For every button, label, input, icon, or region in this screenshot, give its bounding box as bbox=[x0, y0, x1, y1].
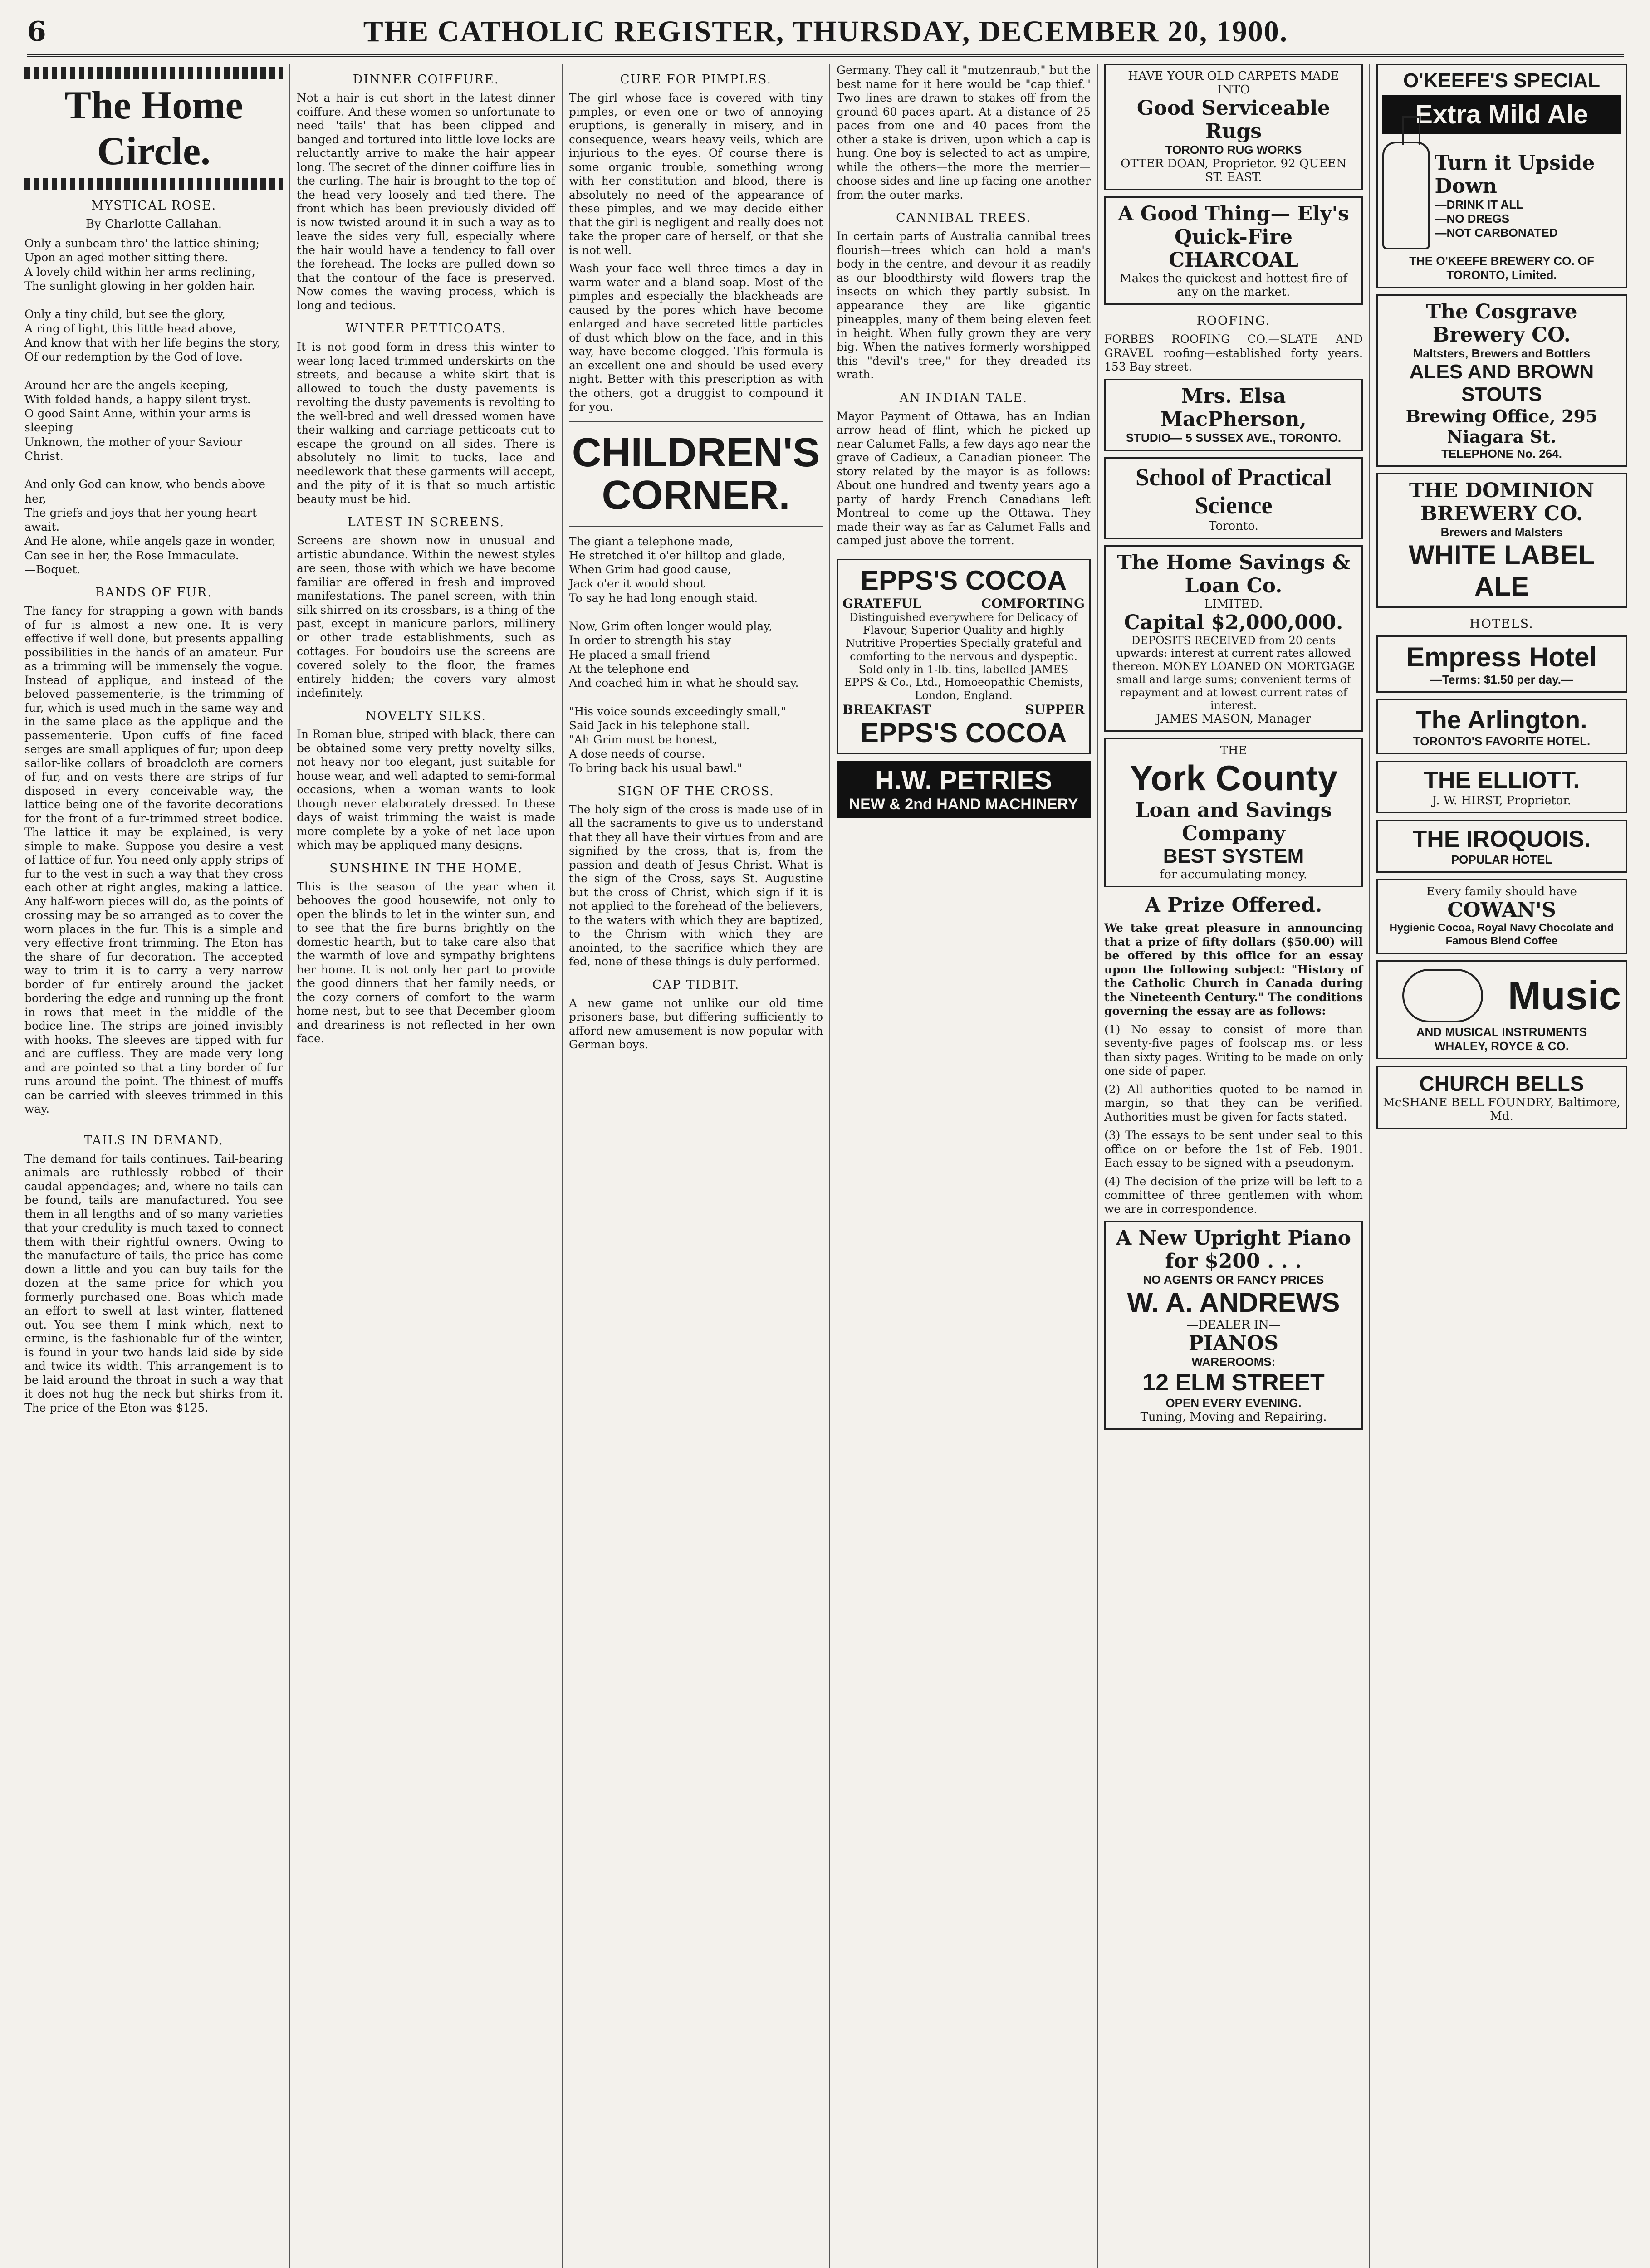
columns bbox=[18, 64, 1633, 2268]
article-text: This is the season of the year when it behooves the good housewife, not only to open the blinds to let in the winter sun, and to see that the fire burns brightly on the domestic hearth, but to take care also that the warmth of love and sympathy brightens her home. It is not only her part to provide the good dinners that her family needs, or the cozy corners of comfort to the warm home nest, but to see that December gloom and dreariness is not reflected in her own face. bbox=[297, 880, 555, 1045]
ad-title: Capital $2,000,000. bbox=[1124, 611, 1343, 634]
ad-title: A Good Thing— Ely's Quick-Fire CHARCOAL bbox=[1118, 202, 1349, 272]
piano-ad bbox=[1104, 1221, 1363, 1430]
ad-text: Every family should have bbox=[1426, 885, 1577, 899]
ad-title: W. A. ANDREWS bbox=[1127, 1287, 1340, 1318]
article-text: In certain parts of Australia cannibal trees flourish—trees which can hold a man's body in the centre, and devour it as readily as our bloodthirsty wild flowers trap the insects on which they partly subsist. In appearance they are like gigantic pineapples, many of them being eleven feet in height. When fully grown they are very big. When the natives formerly worshipped this "devil's tree," for they dreaded its wrath. bbox=[837, 230, 1091, 381]
poem-title: MYSTICAL ROSE. bbox=[91, 199, 217, 213]
charcoal-ad bbox=[1104, 196, 1363, 305]
column-6 bbox=[1370, 64, 1633, 2268]
article-text: Screens are shown now in unusual and artistic abundance. Within the newest styles are seen, those with which we have become familiar are offered in fresh and improved manifestations. The panel screen, with thin silk shirred on its crossbars, is a thing of the past, except in manicure parlors, millinery or other trade establishments, such as cottages. For boudoirs use the screens are covered solely to the floor, the frames entirely hidden; the covers vary almost indefinitely. bbox=[297, 534, 555, 699]
section-title: SIGN OF THE CROSS. bbox=[617, 784, 774, 798]
section-title: CANNIBAL TREES. bbox=[896, 211, 1031, 225]
ad-title: York County bbox=[1130, 758, 1337, 798]
ad-title: COWAN'S bbox=[1447, 899, 1556, 922]
petries-ad bbox=[837, 761, 1091, 818]
home-circle-heading: The Home Circle. bbox=[64, 83, 243, 173]
ad-title: CHURCH BELLS bbox=[1419, 1071, 1584, 1095]
ad-title: The Cosgrave Brewery CO. bbox=[1426, 300, 1577, 347]
cowans-ad bbox=[1376, 879, 1627, 954]
music-ad bbox=[1376, 960, 1627, 1059]
list-item: (2) All authorities quoted to be named in margin, so that they can be verified. Authorities must be given for facts stated. bbox=[1104, 1082, 1363, 1124]
article-text: In Roman blue, striped with black, there can be obtained some very pretty novelty silks, not heavy nor too elegant, just suitable for house wear, and well adapted to semi-formal occasions, when a woman wants to look though never elaborately dressed. In these days of waist trimming the waist is made more complete by a yoke of net lace upon which may be appliqued many designs. bbox=[297, 728, 555, 851]
ad-title: PIANOS bbox=[1188, 1332, 1279, 1355]
church-bells-ad bbox=[1376, 1066, 1627, 1129]
ad-title: Good Serviceable Rugs bbox=[1136, 97, 1331, 143]
ad-text: Tuning, Moving and Repairing. bbox=[1140, 1410, 1327, 1424]
ad-text: Distinguished everywhere for Delicacy of Flavour, Superior Quality and highly Nutritive Properties Specially grateful and comforting to the nervous and dyspeptic. Sold only in 1-lb. tins, labelled JAMES EPPS & Co., Ltd., Homoeopathic Chemists, London, England. bbox=[844, 611, 1083, 702]
ad-text: WAREROOMS: bbox=[1191, 1355, 1276, 1369]
cosgrave-ad bbox=[1376, 294, 1627, 467]
ad-text: THE O'KEEFE BREWERY CO. OF TORONTO, Limited. bbox=[1409, 254, 1594, 282]
poem-body: The giant a telephone made, He stretched it o'er hilltop and glade, When Grim had good cause, Jack o'er it would shout To say he had long enough staid. Now, Grim often longer would play, In order to strength his stay He placed a small friend At the telephone end And coached him in what he should say. "His voice sounds exceedingly small," Said Jack in his telephone stall. "Ah Grim must be honest, A dose needs of course. To bring back his usual bawl." bbox=[569, 534, 799, 775]
ad-title: Music bbox=[1508, 973, 1621, 1018]
poem-byline: By Charlotte Callahan. bbox=[86, 217, 222, 231]
ad-text: WHALEY, ROYCE & CO. bbox=[1434, 1039, 1569, 1053]
ad-text: TORONTO'S FAVORITE HOTEL. bbox=[1413, 734, 1591, 748]
bottle-icon bbox=[1382, 142, 1430, 249]
ad-title: O'KEEFE'S SPECIAL bbox=[1403, 69, 1601, 92]
ad-title: THE IROQUOIS. bbox=[1412, 826, 1591, 852]
section-title: DINNER COIFFURE. bbox=[353, 73, 499, 87]
ad-text: THE bbox=[1220, 744, 1247, 758]
ad-title: Brewing Office, 295 Niagara St. bbox=[1405, 406, 1598, 447]
article-text: The fancy for strapping a gown with bands of fur is almost a new one. It is very effective if well done, but presents appalling possibilities in the hands of an amateur. Fur as a trimming will be immensely the vogue. Instead of applique, and instead of the beloved passementerie, is the trimming of fur, which is used much in the same way and in the same place as the applique and the passementerie. Upon cuffs of fine faced serges are small appliques of fur; upon deep sailor-like collars of broadcloth are corners of fur, and on vests there are strips of fur disposed in every conceivable way, the lattice being one of the favorite decorations for the front of a fur-trimmed street bodice. The lattice it may be explained, is very simple to make. Suppose you desire a vest of lattice of fur. You need only apply strips of fur to the vest in such a way that they cross each other at right angles, making a lattice. Any half-worn pieces will do, as the points of crossing may be so arranged as to cover the worn places in the fur. This is a simple and very effective front trimming. The Eton has the share of fur decoration. The accepted way to trim it is to carry a very narrow border of fur entirely around the jacket bordering the edge and running up the front in rows that meet in the middle of the bodice line. The strips are joined invisibly with hooks. The sleeves are tipped with fur and are cuffless. They are made very long and are pointed so that a tiny border of fur runs around the point. The thinest of muffs can be carried with sleeves trimmed in this way. bbox=[24, 604, 283, 1115]
section-title: NOVELTY SILKS. bbox=[365, 709, 487, 723]
column-2 bbox=[290, 64, 563, 2268]
ad-text: Hygienic Cocoa, Royal Navy Chocolate and Famous Blend Coffee bbox=[1389, 922, 1614, 947]
okeefe-ad bbox=[1376, 64, 1627, 288]
ad-text: NO AGENTS OR FANCY PRICES bbox=[1143, 1273, 1324, 1287]
ornament-rule bbox=[24, 67, 283, 79]
school-ad bbox=[1104, 457, 1363, 539]
ad-title: THE ELLIOTT. bbox=[1424, 767, 1580, 793]
ad-title: H.W. PETRIES bbox=[875, 766, 1052, 796]
article-text: The girl whose face is covered with tiny pimples, or even one or two of annoying eruptions, is generally in misery, and in consequence, wears heavy veils, which are injurious to the eyes. Of course there is some organic trouble, something wrong with her constitution and blood, there is absolutely no need of the appearance of these pimples, and we may decide either that the girl is negligent and really does not take the proper care of herself, or that she is not well. bbox=[569, 91, 823, 257]
ad-title: WHITE LABEL ALE bbox=[1409, 540, 1595, 601]
empress-ad bbox=[1376, 635, 1627, 693]
column-5 bbox=[1098, 64, 1370, 2268]
ad-text: Maltsters, Brewers and Bottlers bbox=[1413, 347, 1591, 360]
ad-label: SUPPER bbox=[1025, 702, 1085, 718]
ad-title: EPPS'S COCOA bbox=[860, 565, 1067, 596]
guitar-icon bbox=[1402, 969, 1483, 1022]
ad-text: AND MUSICAL INSTRUMENTS bbox=[1416, 1025, 1587, 1039]
ornament-rule bbox=[24, 178, 283, 190]
ad-text: Brewers and Malsters bbox=[1440, 525, 1563, 539]
column-1 bbox=[18, 64, 290, 2268]
home-savings-ad bbox=[1104, 545, 1363, 732]
ad-text: —DEALER IN— bbox=[1186, 1318, 1281, 1332]
section-title: SUNSHINE IN THE HOME. bbox=[329, 861, 523, 875]
article-text: Mayor Payment of Ottawa, has an Indian arrow head of flint, which he picked up near Calumet Falls, a few days ago near the grave of Cadieux, a Canadian pioneer. The story related by the mayor is as follows: About one hundred and twenty years ago a party of hardy French Canadians left Montreal to come up the Ottawa. They made their way as far as Calumet Falls and camped just above the torrent. bbox=[837, 409, 1091, 547]
ad-text: TELEPHONE No. 264. bbox=[1441, 447, 1562, 460]
ad-title: THE DOMINION BREWERY CO. bbox=[1409, 479, 1595, 525]
ad-text: Toronto. bbox=[1209, 519, 1258, 533]
dominion-ad bbox=[1376, 473, 1627, 608]
masthead bbox=[27, 9, 1624, 57]
ad-text: OTTER DOAN, Proprietor. 92 QUEEN ST. EAST. bbox=[1121, 157, 1346, 184]
ad-text: McSHANE BELL FOUNDRY, Baltimore, Md. bbox=[1383, 1095, 1621, 1123]
ad-title: School of Practical Science bbox=[1136, 463, 1332, 519]
ad-title: A New Upright Piano for $200 . . . bbox=[1116, 1227, 1351, 1273]
ad-label: GRATEFUL bbox=[842, 596, 921, 611]
ad-title: Mrs. Elsa MacPherson, bbox=[1160, 384, 1307, 431]
masthead-title: THE CATHOLIC REGISTER, THURSDAY, DECEMBER 20, 1900. bbox=[363, 15, 1288, 48]
article-text: It is not good form in dress this winter to wear long laced trimmed underskirts on the streets, and because a white skirt that is allowed to touch the dusty pavements is revolting the dusty pavements is revolting to the well-bred and well dressed women have their walking and carriage petticoats cut to escape the ground on all sides. There is absolutely no limit to tucks, lace and needlework that these garments will accept, and the pity of it is that so much artistic beauty must be hid. bbox=[297, 340, 555, 506]
arlington-ad bbox=[1376, 699, 1627, 754]
iroquois-ad bbox=[1376, 820, 1627, 873]
list-item: (1) No essay to consist of more than seventy-five pages of foolscap ms. or less than sixty pages. Writing to be made on only one side of paper. bbox=[1104, 1022, 1363, 1078]
prize-text: We take great pleasure in announcing that a prize of fifty dollars ($50.00) will be offered by this office for an essay upon the following subject: "History of the Catholic Church in Canada during the Nineteenth Century." The conditions governing the essay are as follows: bbox=[1104, 921, 1363, 1018]
ad-title: Empress Hotel bbox=[1406, 642, 1597, 672]
section-title: HOTELS. bbox=[1469, 617, 1534, 631]
ad-text: STUDIO— 5 SUSSEX AVE., TORONTO. bbox=[1126, 430, 1342, 445]
article-text: The holy sign of the cross is made use of in all the sacraments to give us to understand that they all have their virtues from and are signified by the cross, that is, from the passion and death of Jesus Christ. What is the sign of the Cross, says St. Augustine but the cross of Christ, which sign if it is not applied to the forehead of the believers, to the waters with which they are baptized, to the Chrism with which they are anointed, to the sacrifice which they are fed, none of these things is duly performed. bbox=[569, 802, 823, 968]
ad-text: HAVE YOUR OLD CARPETS MADE INTO bbox=[1128, 69, 1339, 97]
column-3 bbox=[563, 64, 830, 2268]
ad-text: LIMITED. bbox=[1204, 597, 1263, 611]
section-title: CAP TIDBIT. bbox=[652, 978, 740, 992]
column-4 bbox=[830, 64, 1098, 2268]
ad-text: OPEN EVERY EVENING. bbox=[1165, 1396, 1302, 1410]
ad-text: for accumulating money. bbox=[1160, 868, 1307, 882]
article-text: Wash your face well three times a day in warm water and a bland soap. Most of the pimples and especially the blackheads are caused by the pores which have become enlarged and have secreted little particles of dust which blow on the face, and in this way, have become clogged. This formula is an excellent one and should be used every night. Better with this prescription as with the others, got a druggist to compound it for you. bbox=[569, 262, 823, 413]
macpherson-ad bbox=[1104, 379, 1363, 451]
section-title: TAILS IN DEMAND. bbox=[84, 1133, 224, 1148]
ad-title: Loan and Savings Company bbox=[1135, 799, 1332, 846]
ad-title: The Arlington. bbox=[1416, 705, 1587, 734]
ad-text: —DRINK IT ALL —NO DREGS —NOT CARBONATED bbox=[1435, 197, 1558, 240]
ad-title: ALES AND BROWN STOUTS bbox=[1409, 361, 1594, 406]
ad-title: EPPS'S COCOA bbox=[860, 718, 1067, 748]
article-text: A new game not unlike our old time prisoners base, but differing sufficiently to afford new amusement is now popular with German boys. bbox=[569, 996, 823, 1051]
ad-text: FORBES ROOFING CO.—SLATE AND GRAVEL roofing—established forty years. 153 Bay street. bbox=[1104, 332, 1363, 373]
ad-text: Makes the quickest and hottest fire of any on the market. bbox=[1120, 272, 1347, 299]
section-title: CURE FOR PIMPLES. bbox=[620, 73, 772, 87]
ad-subtitle: NEW & 2nd HAND MACHINERY bbox=[849, 796, 1078, 813]
ad-label: COMFORTING bbox=[981, 596, 1085, 611]
section-title: ROOFING. bbox=[1196, 314, 1271, 328]
rug-works-ad bbox=[1104, 64, 1363, 190]
ad-text: DEPOSITS RECEIVED from 20 cents upwards: interest at current rates allowed thereon. MONEY LOANED ON MORTGAGE small and large sums; convenient terms of repayment and at lowest current rates of interest. bbox=[1112, 634, 1355, 712]
ad-label: BREAKFAST bbox=[842, 702, 931, 718]
ad-title: BEST SYSTEM bbox=[1163, 845, 1304, 868]
ad-title: Extra Mild Ale bbox=[1415, 100, 1588, 129]
article-text: The demand for tails continues. Tail-bearing animals are ruthlessly robbed of their caudal appendages; and, where no tails can be found, tails are manufactured. You see them in all lengths and of so many varieties that your credulity is much taxed to connect them with their rightful owners. Owing to the manufacture of tails, the price has come down a little and you can buy tails for the dozen at the same price for which you formerly purchased one. Boas which made an effort to swell at last winter, flattened out. You see them I mink which, next to ermine, is the fashionable fur of the winter, is found in your two hands laid side by side and twice its width. This arrangement is to be laid around the throat in such a way that it does not hug the neck but shirks from it. The price of the Eton was $125. bbox=[24, 1152, 283, 1414]
york-county-ad bbox=[1104, 738, 1363, 887]
section-title: BANDS OF FUR. bbox=[95, 586, 212, 600]
ad-title: 12 ELM STREET bbox=[1142, 1369, 1325, 1396]
section-title: LATEST IN SCREENS. bbox=[347, 515, 505, 529]
childrens-corner-heading: CHILDREN'S CORNER. bbox=[572, 430, 820, 518]
list-item: (4) The decision of the prize will be left to a committee of three gentlemen with whom we are in correspondence. bbox=[1104, 1174, 1363, 1216]
article-text: Not a hair is cut short in the latest dinner coiffure. And these women so unfortunate to need 'tails' that has been clipped and banged and tortured into little love locks are reluctantly arrive to make the hair appear long. The secret of the dinner coiffure lies in the curling. The hair is brought to the top of the head very loosely and tied there. The front which has been previously divided off is now twisted around it in such a way as to leave the sides very full, especially where the hair would have a tendency to fall over the forehead. The locks are pulled down so that the contour of the face is preserved. Now comes the waving process, which is long and tedious. bbox=[297, 91, 555, 312]
ad-text: J. W. HIRST, Proprietor. bbox=[1432, 794, 1572, 807]
article-text: Germany. They call it "mutzenraub," but the best name for it here would be "cap thief." Two lines are drawn to stakes off from the ground 60 paces apart. At a distance of 25 paces from one and 40 paces from the other a stake is driven, upon which a cap is hung. One boy is selected to act as umpire, while the others—the more the merrier—choose sides and line up facing one another from the outer marks. bbox=[837, 64, 1091, 201]
epps-cocoa-ad bbox=[837, 559, 1091, 755]
prize-title: A Prize Offered. bbox=[1145, 894, 1322, 917]
ad-text: JAMES MASON, Manager bbox=[1156, 712, 1311, 726]
section-title: WINTER PETTICOATS. bbox=[345, 322, 507, 336]
section-title: AN INDIAN TALE. bbox=[899, 391, 1028, 405]
ad-title: Turn it Upside Down bbox=[1435, 151, 1595, 198]
ad-text: —Terms: $1.50 per day.— bbox=[1430, 673, 1573, 686]
ad-title: The Home Savings & Loan Co. bbox=[1117, 551, 1350, 597]
page-number: 6 bbox=[27, 16, 46, 48]
list-item: (3) The essays to be sent under seal to this office on or before the 1st of Feb. 1901. Each essay to be signed with a pseudonym. bbox=[1104, 1129, 1363, 1170]
elliott-ad bbox=[1376, 761, 1627, 813]
ad-text: TORONTO RUG WORKS bbox=[1165, 143, 1302, 156]
ad-text: POPULAR HOTEL bbox=[1451, 853, 1552, 866]
poem-body: Only a sunbeam thro' the lattice shining; Upon an aged mother sitting there. A lovely child within her arms reclining, The sunlight glowing in her golden hair. Only a tiny child, but see the glory, A ring of light, this little head above, And know that with her life begins the story, Of our redemption by the God of love. Around her are the angels keeping, With folded hands, a happy silent tryst. O good Saint Anne, within your arms is sleeping Unknown, the mother of your Saviour Christ. And only God can know, who bends above her, The griefs and joys that her young heart await. And He alone, while angels gaze in wonder, Can see in her, the Rose Immaculate. —Boquet. bbox=[24, 237, 281, 576]
